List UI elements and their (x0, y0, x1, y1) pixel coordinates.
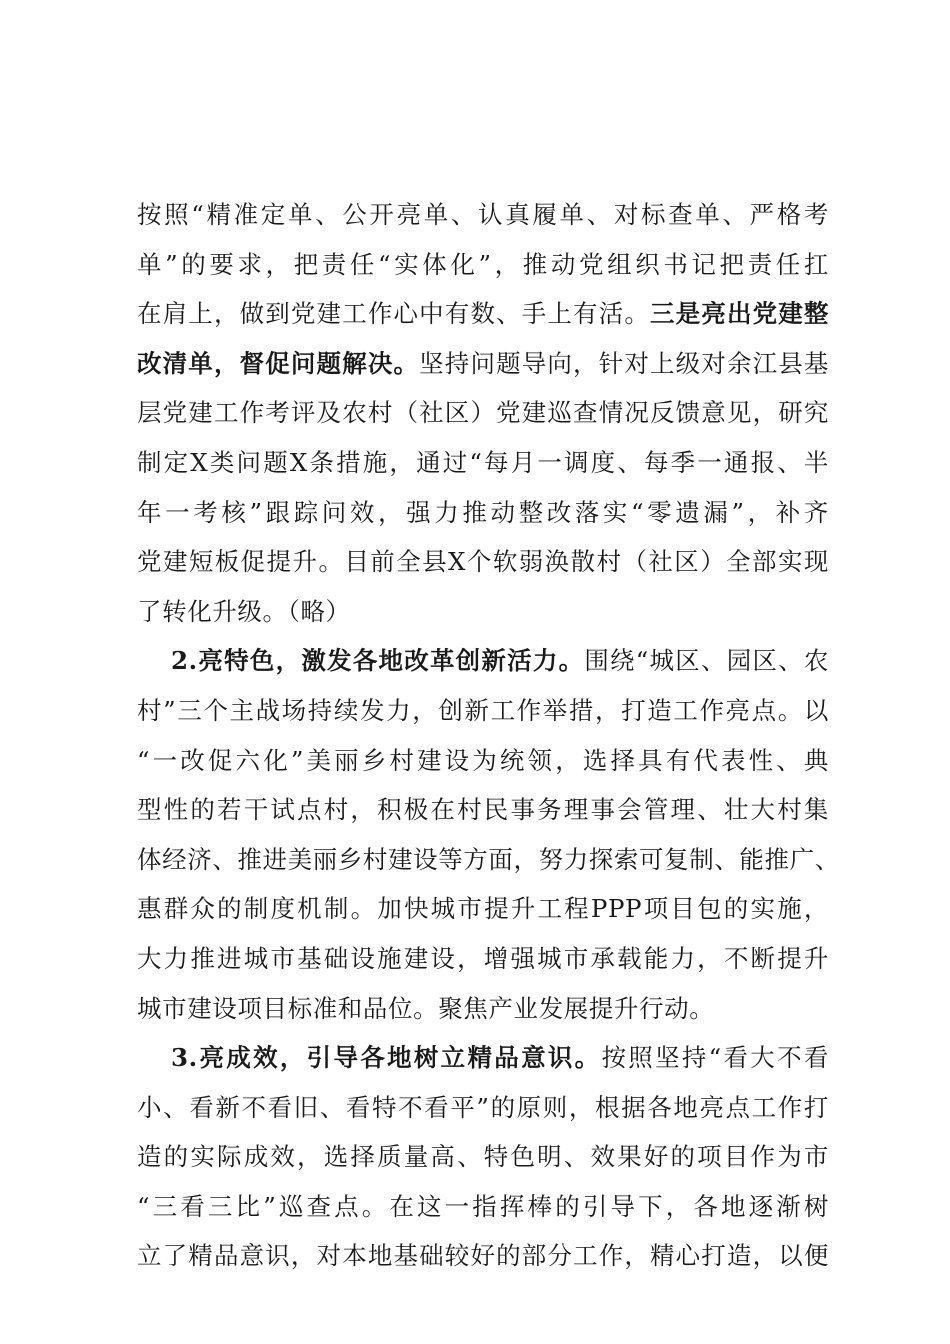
text-line (137, 934, 829, 984)
text-segment: 体经济、推进美丽乡村建设等方面，努力探索可复制、能推广、 (137, 844, 840, 874)
bold-text-segment: 3.亮成效，引导各地树立精品意识。 (171, 1043, 602, 1073)
text-line (137, 537, 829, 587)
text-segment: 在肩上，做到党建工作心中有数、手上有活。 (137, 299, 650, 329)
text-segment: 了转化升级。（略） (137, 596, 351, 626)
text-segment: 党建短板促提升。目前全县X个软弱涣散村（社区）全部实现 (137, 547, 829, 577)
text-segment: 围绕“城区、园区、农 (584, 646, 829, 676)
text-line (137, 884, 829, 934)
text-line (137, 587, 829, 637)
text-line (137, 438, 829, 488)
text-line (137, 289, 829, 339)
text-line (137, 1033, 829, 1083)
text-line (137, 190, 829, 240)
text-line (137, 984, 829, 1034)
text-segment: 小、看新不看旧、看特不看平”的原则，根据各地亮点工作打 (137, 1092, 829, 1122)
text-line (137, 339, 829, 389)
text-segment: “一改促六化”美丽乡村建设为统领，选择具有代表性、典 (137, 745, 829, 775)
text-segment: 制定X类问题X条措施，通过“每月一调度、每季一通报、半 (137, 447, 829, 477)
bold-text-segment: 三是亮出党建整 (650, 299, 829, 329)
text-line (137, 785, 829, 835)
text-segment: 年一考核”跟踪问效，强力推动整改落实“零遗漏”，补齐 (137, 497, 829, 527)
text-line (137, 240, 829, 290)
text-line (137, 1083, 829, 1133)
bold-text-segment: 改清单，督促问题解决。 (137, 348, 420, 378)
text-segment: 立了精品意识，对本地基础较好的部分工作，精心打造，以便 (137, 1241, 829, 1271)
text-segment: 层党建工作考评及农村（社区）党建巡查情况反馈意见，研究 (137, 398, 829, 428)
text-line (137, 488, 829, 538)
text-line (137, 1132, 829, 1182)
text-line (137, 835, 840, 885)
text-line (137, 686, 829, 736)
text-segment: “三看三比”巡查点。在这一指挥棒的引导下，各地逐渐树 (137, 1191, 829, 1221)
text-segment: 单”的要求，把责任“实体化”，推动党组织书记把责任扛 (137, 249, 829, 279)
text-line (137, 388, 829, 438)
text-line (137, 1231, 829, 1281)
text-line (137, 636, 829, 686)
text-segment: 型性的若干试点村，积极在村民事务理事会管理、壮大村集 (137, 795, 829, 825)
text-segment: 造的实际成效，选择质量高、特色明、效果好的项目作为市 (137, 1142, 829, 1172)
bold-text-segment: 2.亮特色，激发各地改革创新活力。 (171, 646, 585, 676)
body-text (137, 190, 840, 1281)
text-segment: 惠群众的制度机制。加快城市提升工程PPP项目包的实施， (137, 894, 829, 924)
text-segment: 坚持问题导向，针对上级对余江县基 (419, 348, 829, 378)
text-segment: 按照坚持“看大不看 (601, 1043, 829, 1073)
text-segment: 城市建设项目标准和品位。聚焦产业发展提升行动。 (137, 993, 715, 1023)
text-line (137, 736, 829, 786)
text-segment: 村”三个主战场持续发力，创新工作举措，打造工作亮点。以 (137, 695, 829, 725)
text-segment: 大力推进城市基础设施建设，增强城市承载能力，不断提升 (137, 943, 829, 973)
text-line (137, 1182, 829, 1232)
text-segment: 按照“精准定单、公开亮单、认真履单、对标查单、严格考 (137, 200, 829, 229)
